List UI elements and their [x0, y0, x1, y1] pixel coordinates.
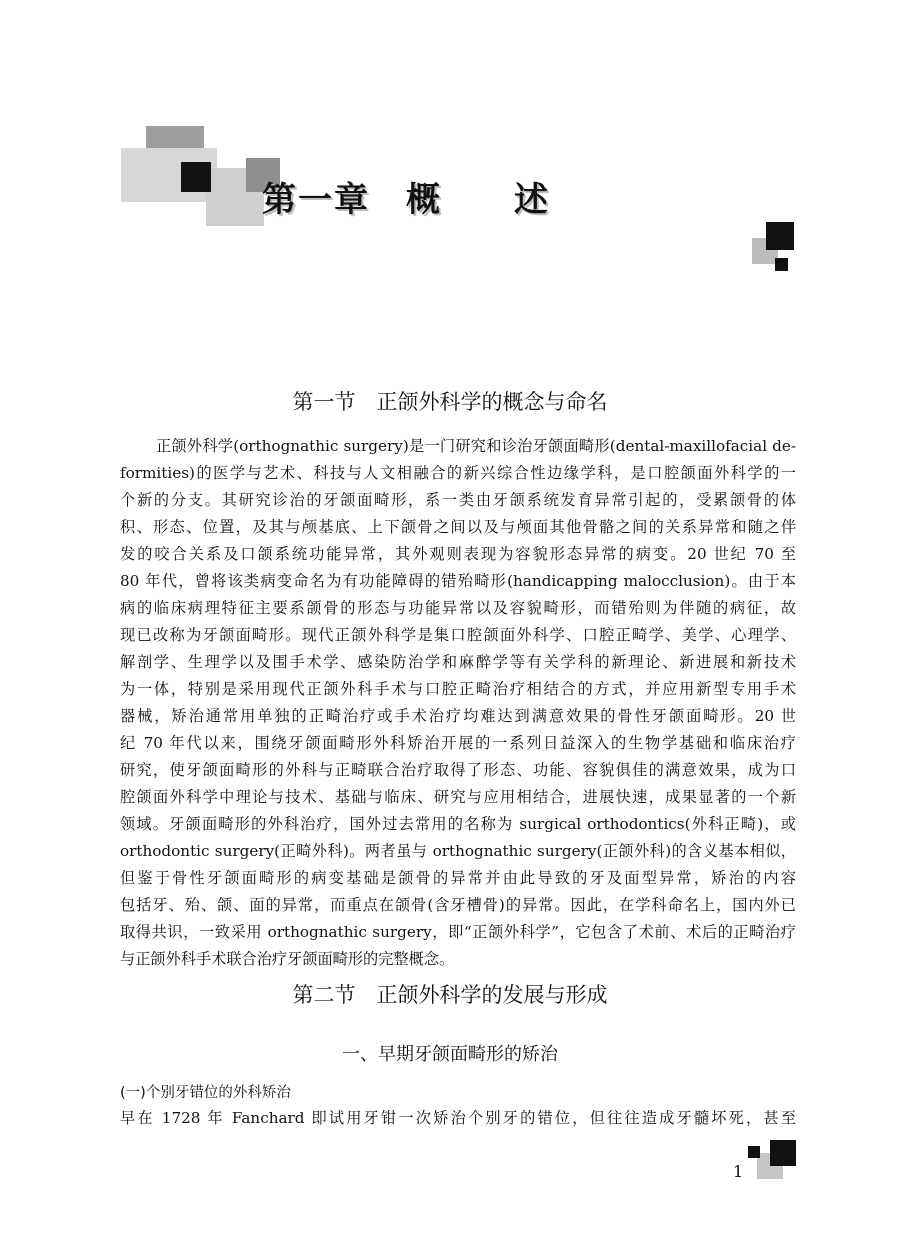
body-line: orthodontic surgery(正畸外科)。两者虽与 orthognathic surgery(正颌外科)的含义基本相似， [120, 842, 796, 860]
body-line: 病的临床病理特征主要系颌骨的形态与功能异常以及容貌畸形，而错殆则为伴随的病征，故 [120, 599, 796, 617]
body-line: 现已改称为牙颌面畸形。现代正颌外科学是集口腔颌面外科学、口腔正畸学、美学、心理学、 [120, 626, 796, 644]
body-line: 纪 70 年代以来，围绕牙颌面畸形外科矫治开展的一系列日益深入的生物学基础和临床治疗 [120, 734, 796, 752]
body-line: 但鉴于骨性牙颌面畸形的病变基础是颌骨的异常并由此导致的牙及面型异常，矫治的内容 [120, 869, 796, 887]
body-line: formities)的医学与艺术、科技与人文相融合的新兴综合性边缘学科，是口腔颌面外科学的一 [120, 464, 796, 482]
chapter-title: 第一章 概 述 [262, 180, 550, 220]
body-line: 腔颌面外科学中理论与技术、基础与临床、研究与应用相结合，进展快速，成果显著的一个新 [120, 788, 796, 806]
body-line: 包括牙、殆、颌、面的异常，而重点在颌骨(含牙槽骨)的异常。因此，在学科命名上，国内外已 [120, 896, 796, 914]
body-line: 发的咬合关系及口颌系统功能异常，其外观则表现为容貌形态异常的病变。20 世纪 70 至 [120, 545, 796, 563]
body-line: 与正颌外科手术联合治疗牙颌面畸形的完整概念。 [120, 950, 455, 968]
section-title-2: 第二节 正颌外科学的发展与形成 [292, 983, 608, 1007]
subsection-title: 一、早期牙颌面畸形的矫治 [342, 1044, 558, 1065]
decor-square-right-small [775, 258, 788, 271]
body-line: 个新的分支。其研究诊治的牙颌面畸形，系一类由牙颌系统发育异常引起的，受累颌骨的体 [120, 491, 796, 509]
section-title-1: 第一节 正颌外科学的概念与命名 [292, 390, 608, 414]
footer-square-small [748, 1146, 760, 1158]
page-number: 1 [733, 1162, 744, 1181]
decor-square-black [181, 162, 211, 192]
body-line: 80 年代，曾将该类病变命名为有功能障碍的错殆畸形(handicapping malocclusion)。由于本 [120, 572, 796, 590]
body-line: 积、形态、位置，及其与颅基底、上下颌骨之间以及与颅面其他骨骼之间的关系异常和随之伴 [120, 518, 796, 536]
body-line: 为一体，特别是采用现代正颌外科手术与口腔正畸治疗相结合的方式，并应用新型专用手术 [120, 680, 796, 698]
body-line: 领域。牙颌面畸形的外科治疗，国外过去常用的名称为 surgical orthodontics(外科正畸)，或 [120, 815, 796, 833]
body-line: 解剖学、生理学以及围手术学、感染防治学和麻醉学等有关学科的新理论、新进展和新技术 [120, 653, 796, 671]
body-line: 研究，使牙颌面畸形的外科与正畸联合治疗取得了形态、功能、容貌俱佳的满意效果，成为口 [120, 761, 796, 779]
body-line: 早在 1728 年 Fanchard 即试用牙钳一次矫治个别牙的错位，但往往造成牙髓坏死，甚至 [120, 1109, 796, 1127]
footer-square-black [770, 1140, 796, 1166]
decor-square-right-black [766, 222, 794, 250]
body-line: 器械，矫治通常用单独的正畸治疗或手术治疗均难达到满意效果的骨性牙颌面畸形。20 世 [120, 707, 796, 725]
body-line: 取得共识，一致采用 orthognathic surgery，即“正颌外科学”，它包含了术前、术后的正畸治疗 [120, 923, 796, 941]
subsubsection-heading: (一)个别牙错位的外科矫治 [120, 1085, 291, 1101]
body-line: 正颌外科学(orthognathic surgery)是一门研究和诊治牙颌面畸形(dental-maxillofacial de- [156, 437, 796, 455]
